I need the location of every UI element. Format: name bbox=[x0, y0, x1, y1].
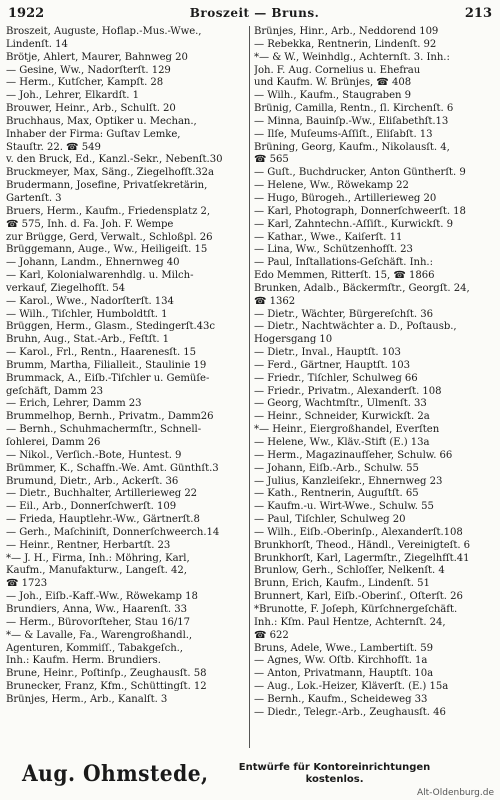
directory-entry: — Karol., Frl., Rentn., Haarenesſt. 15 bbox=[6, 347, 196, 359]
directory-entry: Inhaber der Firma: Guſtav Lemke, bbox=[6, 128, 181, 140]
directory-entry: ☎ 1723 bbox=[6, 578, 48, 590]
directory-entry: — Georg, Wachtmſtr., Ulmenſt. 33 bbox=[254, 398, 427, 410]
directory-entry: Brötje, Ahlert, Maurer, Bahnweg 20 bbox=[6, 51, 188, 63]
directory-entry: Edo Memmen, Ritterſt. 15, ☎ 1866 bbox=[254, 270, 435, 282]
directory-entry: Bruhn, Aug., Stat.-Arb., Feſtſt. 1 bbox=[6, 334, 170, 346]
directory-entry: — Johann, Landm., Ehnernweg 40 bbox=[6, 257, 180, 269]
directory-entry: Brünjes, Hinr., Arb., Neddorend 109 bbox=[254, 26, 439, 37]
directory-entry: Broszeit, Auguste, Hoflap.-Mus.-Wwe., bbox=[6, 26, 202, 37]
directory-entry: — Julius, Kanzleiſekr., Ehnernweg 23 bbox=[254, 475, 443, 487]
directory-entry: — Karl, Photograph, Donnerſchweerſt. 18 bbox=[254, 205, 466, 217]
directory-entry: *— & W., Weinhdlg., Achternſt. 3. Inh.: bbox=[254, 51, 450, 63]
directory-entry: Brüning, Georg, Kaufm., Nikolausſt. 4, bbox=[254, 141, 450, 153]
directory-entry: — Wilh., Tiſchler, Humboldtſt. 1 bbox=[6, 308, 168, 320]
ad-tagline bbox=[239, 762, 430, 786]
directory-entry: — Guſt., Buchdrucker, Anton Güntherſt. 9 bbox=[254, 167, 466, 179]
directory-entry: Brunlow, Gerh., Schloſſer, Nelkenſt. 4 bbox=[254, 565, 445, 577]
directory-entry: ☎ 1362 bbox=[254, 295, 296, 307]
directory-entry: Brünig, Camilla, Rentn., ſl. Kirchenſt. 6 bbox=[254, 103, 454, 115]
directory-entry: — Wilh., Eiſb.-Oberinſp., Alexanderſt.108 bbox=[254, 526, 463, 538]
directory-entry: — Heinr., Schneider, Kurwickſt. 2a bbox=[254, 411, 430, 423]
directory-entry: ☎ 575, Inh. d. Fa. Joh. F. Wempe bbox=[6, 218, 174, 230]
directory-entry: Inh.: Kſm. Paul Hentze, Achternſt. 24, bbox=[254, 616, 446, 628]
directory-entry: ☎ 565 bbox=[254, 154, 289, 166]
directory-entry: zur Brügge, Gerd, Verwalt., Schloßpl. 26 bbox=[6, 231, 213, 243]
directory-entry: — Helene, Ww., Röwekamp 22 bbox=[254, 180, 409, 192]
directory-entry: Brüggemann, Auge., Ww., Heiligeiſt. 15 bbox=[6, 244, 208, 256]
directory-entry: ☎ 622 bbox=[254, 629, 289, 641]
watermark: Alt-Oldenburg.de bbox=[416, 788, 494, 798]
directory-entry: — Karol., Wwe., Nadorſterſt. 134 bbox=[6, 295, 174, 307]
directory-entry: Kaufm., Manufakturw., Langeſt. 42, bbox=[6, 565, 187, 577]
directory-entry: — Ferd., Gärtner, Hauptſt. 103 bbox=[254, 359, 411, 371]
directory-entry: — Nikol., Verſich.-Bote, Huntest. 9 bbox=[6, 449, 182, 461]
directory-entry: — Bernh., Schuhmachermſtr., Schnell- bbox=[6, 424, 202, 436]
directory-entry: — Johann, Eiſb.-Arb., Schulw. 55 bbox=[254, 462, 419, 474]
directory-entry: Brumund, Dietr., Arb., Ackerſt. 36 bbox=[6, 475, 179, 487]
directory-entry: — Kath., Rentnerin, Auguſtſt. 65 bbox=[254, 488, 419, 500]
directory-entry: — Lina, Ww., Schützenhofſt. 23 bbox=[254, 244, 413, 256]
directory-entry: — Gerh., Maſchiniſt, Donnerſchweerch.14 bbox=[6, 526, 220, 538]
directory-entry: Brune, Heinr., Poſtinſp., Zeughausſt. 58 bbox=[6, 668, 207, 680]
directory-entry: *— Heinr., Eiergroßhandel, Everſten bbox=[254, 424, 440, 436]
directory-entry: Brunkhorſt, Karl, Lagermſtr., Ziegelhfſt.41 bbox=[254, 552, 470, 564]
directory-entry: — Paul, Inſtallations-Geſchäft. Inh.: bbox=[254, 257, 433, 269]
header-title: Broszeit — Bruns. bbox=[189, 6, 320, 20]
directory-entry: Brünjes, Herm., Arb., Kanalſt. 3 bbox=[6, 693, 168, 705]
directory-entry: — Frieda, Hauptlehr.-Ww., Gärtnerſt.8 bbox=[6, 514, 200, 526]
directory-entry: — Dietr., Inval., Hauptſt. 103 bbox=[254, 347, 401, 359]
directory-entry: v. den Bruck, Ed., Kanzl.-Sekr., Nebenſt.30 bbox=[6, 154, 223, 166]
directory-entry: Bruchhaus, Max, Optiker u. Mechan., bbox=[6, 115, 197, 127]
directory-entry: Lindenſt. 14 bbox=[6, 38, 68, 50]
directory-entry: Brudermann, Josefine, Privatſekretärin, bbox=[6, 180, 208, 192]
directory-entry: — Minna, Bauinſp.-Ww., Eliſabethſt.13 bbox=[254, 115, 449, 127]
directory-entry: *— & Lavalle, Fa., Warengroßhandl., bbox=[6, 629, 193, 641]
directory-entry: — Gesine, Ww., Nadorſterſt. 129 bbox=[6, 64, 171, 76]
directory-entry: Brunnert, Karl, Eiſb.-Oberinſ., Oſterſt. 26 bbox=[254, 591, 463, 603]
directory-entry: Brunecker, Franz, Kfm., Schüttingſt. 12 bbox=[6, 681, 207, 693]
directory-entry: — Kaufm.-u. Wirt-Wwe., Schulw. 55 bbox=[254, 501, 434, 513]
directory-entry: — Wilh., Kaufm., Staugraben 9 bbox=[254, 90, 411, 102]
directory-entry: — Herm., Kutſcher, Kampſt. 28 bbox=[6, 77, 164, 89]
directory-entry: — Dietr., Nachtwächter a. D., Poſtausb., bbox=[254, 321, 457, 333]
ad-tagline-line-1: Entwürfe für Kontoreinrichtungen bbox=[238, 762, 431, 773]
directory-entry: Hogersgang 10 bbox=[254, 334, 333, 346]
directory-entry: Brümmer, K., Schaffn.-We. Amt. Günthſt.3 bbox=[6, 462, 219, 474]
directory-entry: — Joh., Lehrer, Elkardſt. 1 bbox=[6, 90, 139, 102]
directory-entry: — Friedr., Tiſchler, Schulweg 66 bbox=[254, 372, 418, 384]
directory-entry: *— J. H., Firma, Inh.: Möhring, Karl, bbox=[6, 552, 190, 564]
directory-entry: ſohlerei, Damm 26 bbox=[6, 437, 101, 448]
directory-entry: — Kathar., Wwe., Kaiſerſt. 11 bbox=[254, 231, 403, 243]
directory-entry: Brummack, A., Eiſb.-Tiſchler u. Gemüſe- bbox=[6, 372, 210, 384]
directory-entry: Bruns, Adele, Wwe., Lambertiſt. 59 bbox=[254, 642, 433, 654]
directory-entry: — Dietr., Wächter, Bürgereſchſt. 36 bbox=[254, 308, 433, 320]
directory-entry: Gartenſt. 3 bbox=[6, 192, 62, 204]
directory-entry: — Rebekka, Rentnerin, Lindenſt. 92 bbox=[254, 38, 437, 50]
ad-company-name: Aug. Ohmstede, bbox=[22, 761, 209, 787]
directory-entry: — Friedr., Privatm., Alexanderſt. 108 bbox=[254, 385, 442, 397]
directory-entry: Bruckmeyer, Max, Säng., Ziegelhofſt.32a bbox=[6, 167, 214, 179]
directory-entry: Brunkhorſt, Theod., Händl., Vereinigteſt. 6 bbox=[254, 539, 471, 551]
directory-entry: verkauf, Ziegelhofſt. 54 bbox=[6, 282, 125, 294]
directory-entry: Stauſtr. 22. ☎ 549 bbox=[6, 141, 101, 153]
directory-entry: Brunn, Erich, Kaufm., Lindenſt. 51 bbox=[254, 578, 430, 590]
directory-entry: geſchäft, Damm 23 bbox=[6, 385, 104, 397]
directory-entry: Bruers, Herm., Kaufm., Friedensplatz 2, bbox=[6, 205, 211, 217]
directory-entry: Brumm, Martha, Filialleit., Staulinie 19 bbox=[6, 359, 207, 371]
directory-entry: — Diedr., Telegr.-Arb., Zeughausſt. 46 bbox=[254, 706, 446, 718]
directory-entry: Joh. F. Aug. Cornelius u. Ehefrau bbox=[254, 64, 421, 76]
directory-entry: Brüggen, Herm., Glasm., Stedingerſt.43c bbox=[6, 321, 215, 333]
directory-entry: Brouwer, Heinr., Arb., Schulſt. 20 bbox=[6, 103, 176, 115]
directory-entry: Inh.: Kaufm. Herm. Brundiers. bbox=[6, 655, 161, 667]
directory-entry: Brummelhop, Bernh., Privatm., Damm26 bbox=[6, 411, 214, 423]
directory-entry: — Bernh., Kaufm., Scheideweg 33 bbox=[254, 693, 428, 705]
directory-entry: — Eil., Arb., Donnerſchwerſt. 109 bbox=[6, 501, 177, 513]
directory-entry: — Herm., Magazinaufſeher, Schulw. 66 bbox=[254, 449, 453, 461]
directory-entry: — Aug., Lok.-Heizer, Kläverſt. (E.) 15a bbox=[254, 681, 449, 693]
directory-entry: — Paul, Tiſchler, Schulweg 20 bbox=[254, 514, 406, 526]
directory-entry: und Kaufm. W. Brünjes, ☎ 408 bbox=[254, 77, 412, 89]
header-year: 1922 bbox=[8, 6, 45, 21]
right-column bbox=[250, 26, 494, 748]
directory-entry: — Karl, Kolonialwarenhdlg. u. Milch- bbox=[6, 270, 194, 282]
directory-entry: *Brunotte, F. Joſeph, Kürſchnergeſchäft. bbox=[254, 603, 458, 615]
advertisement bbox=[22, 756, 492, 792]
directory-entry: — Erich, Lehrer, Damm 23 bbox=[6, 398, 142, 410]
directory-entry: — Hugo, Bürogeh., Artillerieweg 20 bbox=[254, 192, 437, 204]
directory-entry: — Herm., Bürovorſteher, Stau 16/17 bbox=[6, 616, 190, 628]
directory-entry: Brunken, Adalb., Bäckermſtr., Georgſt. 24, bbox=[254, 282, 470, 294]
directory-columns bbox=[6, 26, 494, 748]
directory-entry: — Karl, Zahntechn.-Aſſiſt., Kurwickſt. 9 bbox=[254, 218, 453, 230]
directory-entry: — Anton, Privatmann, Hauptſt. 10a bbox=[254, 668, 434, 680]
directory-entry: Brundiers, Anna, Ww., Haarenſt. 33 bbox=[6, 603, 187, 615]
left-column bbox=[6, 26, 250, 748]
ad-tagline-line-2: kostenlos. bbox=[305, 774, 364, 785]
directory-entry: Agenturen, Kommiſſ., Tabakgeſch., bbox=[6, 642, 183, 654]
directory-entry: — Dietr., Buchhalter, Artillerieweg 22 bbox=[6, 488, 198, 500]
directory-entry: — Agnes, Ww. Oſtb. Kirchhofſt. 1a bbox=[254, 655, 428, 667]
page-header bbox=[8, 6, 492, 26]
header-page-number: 213 bbox=[464, 6, 492, 21]
directory-entry: — Joh., Eiſb.-Kaff.-Ww., Röwekamp 18 bbox=[6, 591, 198, 603]
directory-entry: — Helene, Ww., Kläv.-Stift (E.) 13a bbox=[254, 437, 430, 448]
directory-entry: — Ilſe, Muſeums-Aſſiſt., Eliſabſt. 13 bbox=[254, 128, 433, 140]
directory-entry: — Heinr., Rentner, Herbartſt. 23 bbox=[6, 539, 171, 551]
